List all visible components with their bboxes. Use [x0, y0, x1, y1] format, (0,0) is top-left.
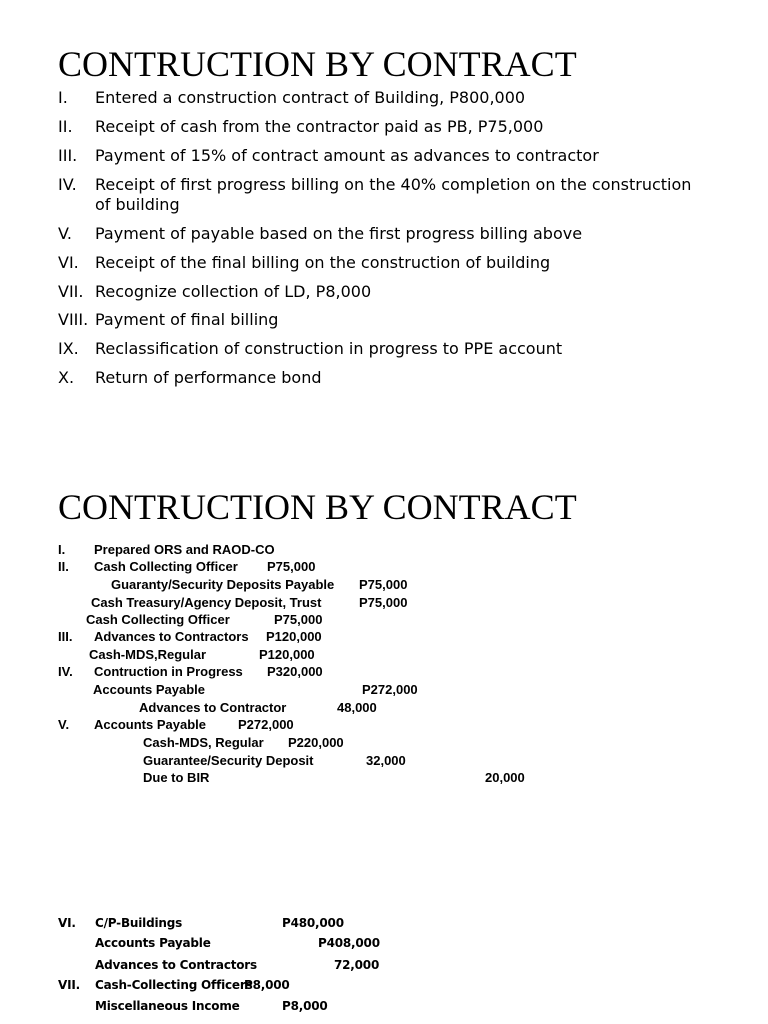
slide-1-title: CONTRUCTION BY CONTRACT: [58, 44, 577, 84]
account-name: Miscellaneous Income: [95, 999, 240, 1013]
amount: P8,000: [282, 999, 328, 1013]
amount: P75,000: [359, 595, 408, 610]
amount: P320,000: [267, 664, 323, 679]
account-name: Accounts Payable: [94, 717, 206, 732]
slide-2-title: CONTRUCTION BY CONTRACT: [58, 487, 577, 527]
account-name: Guarantee/Security Deposit: [143, 753, 314, 768]
item-number: IV.: [58, 175, 77, 194]
entry-number: VII.: [58, 978, 80, 992]
entry-number: IV.: [58, 664, 73, 679]
item-number: VI.: [58, 253, 79, 272]
entry-text: Prepared ORS and RAOD-CO: [94, 542, 275, 557]
account-name: Accounts Payable: [95, 936, 211, 950]
amount: P75,000: [359, 577, 408, 592]
account-name: Cash-Collecting Officers: [95, 978, 253, 992]
account-name: C/P-Buildings: [95, 916, 183, 930]
amount: P120,000: [266, 629, 322, 644]
amount: P8,000: [244, 978, 290, 992]
item-text: Entered a construction contract of Building, P800,000: [95, 88, 526, 107]
item-text: Reclassification of construction in progress to PPE account: [95, 339, 563, 358]
item-text: Payment of payable based on the first progress billing above: [95, 224, 583, 243]
amount: P408,000: [318, 936, 380, 950]
item-text: Receipt of cash from the contractor paid as PB, P75,000: [95, 117, 544, 136]
item-number: III.: [58, 146, 78, 165]
amount: 20,000: [485, 770, 525, 785]
item-text: Payment of final billing: [95, 310, 279, 329]
account-name: Advances to Contractors: [94, 629, 249, 644]
item-text: Payment of 15% of contract amount as advances to contractor: [95, 146, 599, 165]
amount: 32,000: [366, 753, 406, 768]
account-name: Guaranty/Security Deposits Payable: [111, 577, 335, 592]
item-text: Receipt of the final billing on the construction of building: [95, 253, 551, 272]
account-name: Cash Collecting Officer: [86, 612, 230, 627]
account-name: Cash Collecting Officer: [94, 559, 238, 574]
account-name: Advances to Contractor: [139, 700, 287, 715]
item-text: Receipt of first progress billing on the 40% completion on the construction of building: [95, 175, 692, 214]
account-name: Cash-MDS,Regular: [89, 647, 207, 662]
amount: P75,000: [267, 559, 316, 574]
item-number: VIII.: [58, 310, 89, 329]
entry-number: VI.: [58, 916, 76, 930]
item-number: X.: [58, 368, 75, 387]
item-number: VII.: [58, 282, 84, 301]
account-name: Advances to Contractors: [95, 958, 257, 972]
item-number: IX.: [58, 339, 79, 358]
entry-number: V.: [58, 717, 70, 732]
item-number: V.: [58, 224, 72, 243]
amount: P272,000: [362, 682, 418, 697]
amount: P220,000: [288, 735, 344, 750]
amount: 72,000: [334, 958, 380, 972]
account-name: Cash Treasury/Agency Deposit, Trust: [91, 595, 322, 610]
amount: P120,000: [259, 647, 315, 662]
item-text: Recognize collection of LD, P8,000: [95, 282, 372, 301]
account-name: Contruction in Progress: [94, 664, 243, 679]
item-number: II.: [58, 117, 73, 136]
amount: P272,000: [238, 717, 294, 732]
amount: P75,000: [274, 612, 323, 627]
entry-number: I.: [58, 542, 66, 557]
entry-number: II.: [58, 559, 69, 574]
amount: 48,000: [337, 700, 377, 715]
account-name: Cash-MDS, Regular: [143, 735, 264, 750]
account-name: Accounts Payable: [93, 682, 205, 697]
item-number: I.: [58, 88, 68, 107]
item-text: Return of performance bond: [95, 368, 322, 387]
account-name: Due to BIR: [143, 770, 210, 785]
entry-number: III.: [58, 629, 73, 644]
amount: P480,000: [282, 916, 344, 930]
